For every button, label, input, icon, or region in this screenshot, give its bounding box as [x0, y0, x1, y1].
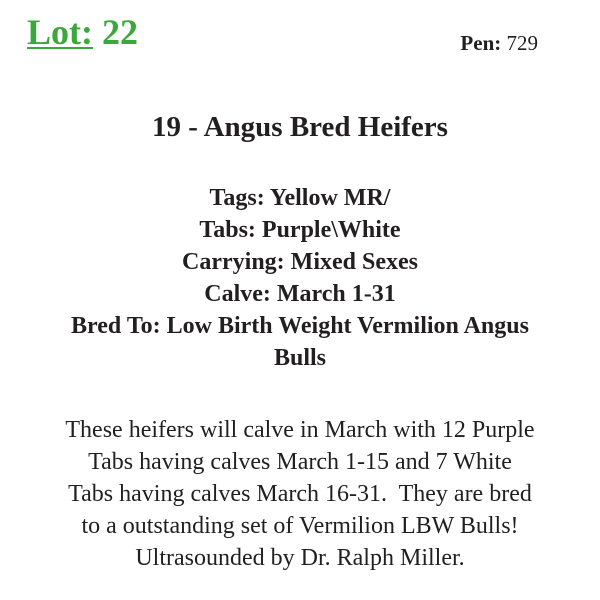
pen-info [460, 33, 538, 54]
lot-number: 22 [102, 12, 138, 52]
lot-heading [27, 14, 138, 50]
description-line: Ultrasounded by Dr. Ralph Miller. [135, 545, 465, 571]
detail-calve: Calve: March 1-31 [204, 281, 396, 307]
detail-bred-to: Bred To: Low Birth Weight Vermilion Angus [71, 313, 529, 339]
lot-details [0, 182, 600, 374]
lot-label: Lot: [27, 12, 93, 52]
description-line: These heifers will calve in March with 12 Purple [65, 417, 535, 443]
lot-title: 19 - Angus Bred Heifers [152, 111, 448, 143]
detail-tabs: Tabs: Purple\White [199, 217, 401, 243]
lot-description [20, 414, 580, 574]
pen-number: 729 [506, 31, 538, 55]
description-line: to a outstanding set of Vermilion LBW Bulls! [81, 513, 519, 539]
description-line: Tabs having calves March 16-31. They are bred [68, 481, 532, 507]
description-line: Tabs having calves March 1-15 and 7 White [88, 449, 512, 475]
detail-tags: Tags: Yellow MR/ [209, 185, 391, 211]
detail-carrying: Carrying: Mixed Sexes [182, 249, 418, 275]
detail-bred-to-continued: Bulls [273, 345, 327, 371]
pen-label: Pen: [460, 31, 502, 55]
